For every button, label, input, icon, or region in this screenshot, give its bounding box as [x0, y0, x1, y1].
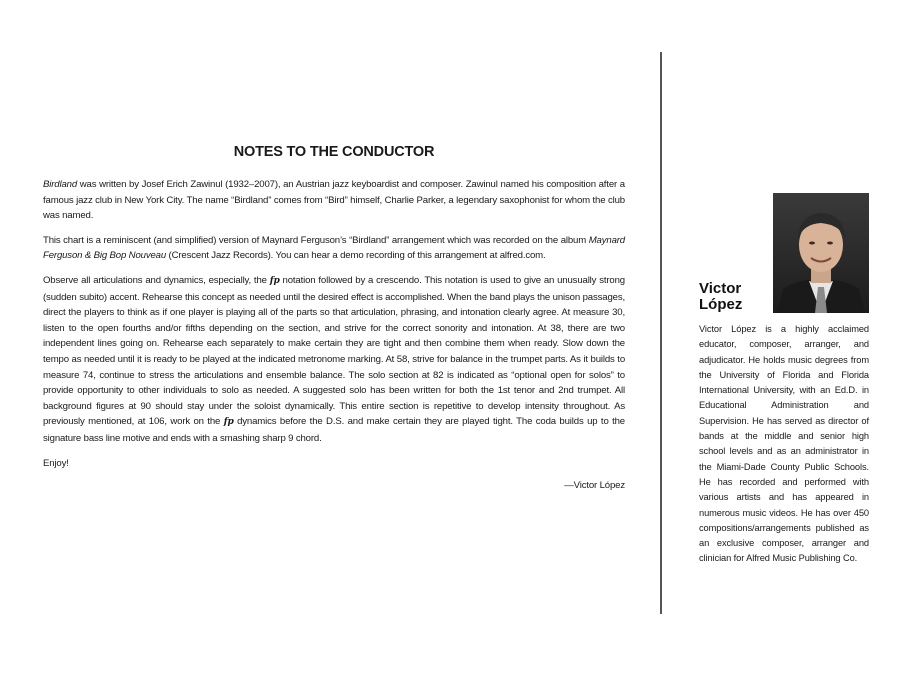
- bio-name-first: Victor: [699, 280, 742, 297]
- paragraph-arrangement-text-2: (Crescent Jazz Records). You can hear a demo recording of this arrangement at alfred.com.: [166, 250, 546, 262]
- paragraph-rehearsal: [43, 273, 625, 447]
- signoff: —Victor López: [564, 480, 625, 492]
- conductor-notes: [43, 144, 625, 491]
- fp-dynamic-mark-2: fp: [223, 417, 234, 428]
- column-divider: [660, 52, 662, 614]
- bio-text: Victor López is a highly acclaimed educator, composer, arranger, and adjudicator. He holds music degrees from the University of Florida and Florida International University, with an Ed.D. in Educational Administration and Supervision. He has served as director of bands at the middle and senior high school levels and as an administrator in the Miami-Dade County Public Schools. He has recorded and performed with various artists and has appeared in numerous music videos. He has over 450 compositions/arrangements published as an exclusive composer, arranger and clinician for Alfred Music Publishing Co.: [699, 324, 869, 564]
- notes-title: NOTES TO THE CONDUCTOR: [233, 144, 435, 160]
- paragraph-history-text: was written by Josef Erich Zawinul (1932–2007), an Austrian jazz keyboardist and composer. Zawinul named his composition after a famous jazz club in New York City. The name “Birdland” comes from “Bird” himself, Charlie Parker, a legendary saxophonist for whom the club was named.: [43, 179, 625, 222]
- bio-name: [699, 281, 742, 313]
- paragraph-rehearsal-text-2: notation followed by a crescendo. This notation is used to give an unusually strong (sudden subito) accent. Rehearse this concept as needed until the desired effect is accomplished. When the band plays the unison passages, direct the players to think as if one player is playing all of the parts so that articulation, phrasing, and intonation clearly agree. At measure 30, listen to the open fourths and/or fifths depending on the section, and strive for the correct sonority and intonation. At 38, there are two independent lines going on. Rehearse each separately to make certain they are tight and then combine them when ready. Slow down the tempo as needed until it is ready to be played at the indicated metronome marking. At 58, strive for balance in the trumpet parts. As it builds to measure 74, continue to stress the articulations and ensemble balance. The solo section at 82 is indicated as “optional open for solos” to provide opportunity to other individuals to solo as needed. A suggested solo has been written for both the 1st tenor and 2nd trumpet. All background figures at 90 should stay under the soloist dynamically. This entire section is repetitive to develop intensity throughout. As previously mentioned, at 106, work on the: [43, 274, 625, 428]
- fp-dynamic-mark: fp: [269, 275, 280, 286]
- title-birdland: Birdland: [43, 179, 77, 190]
- paragraph-enjoy: Enjoy!: [43, 457, 69, 469]
- paragraph-rehearsal-text-3: dynamics before the D.S. and make certain they are played tight. The coda builds up to the signature bass line motive and ends with a smashing sharp 9 chord.: [43, 416, 625, 444]
- paragraph-rehearsal-text-1: Observe all articulations and dynamics, especially, the: [43, 274, 270, 286]
- paragraph-arrangement-text-1: This chart is a reminiscent (and simplified) version of Maynard Ferguson’s “Birdland” arrangement which was recorded on the album: [43, 234, 589, 246]
- paragraph-history: [43, 177, 625, 224]
- album-title: Maynard Ferguson & Big Bop Nouveau: [43, 234, 625, 262]
- bio-name-last: López: [699, 296, 743, 313]
- author-photo: [773, 193, 869, 313]
- paragraph-arrangement: [43, 233, 625, 264]
